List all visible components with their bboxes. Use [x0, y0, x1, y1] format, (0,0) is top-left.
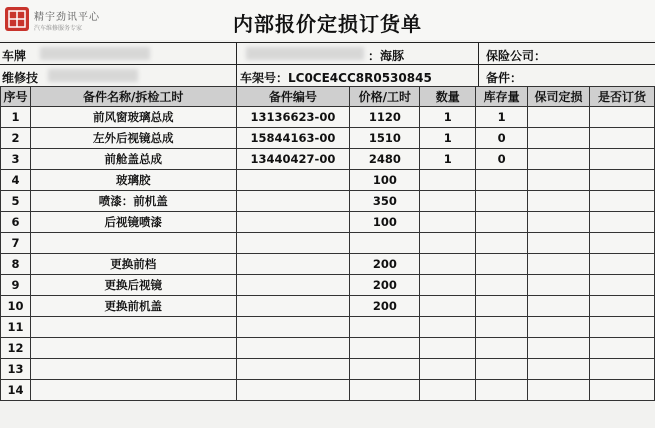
- cell-price: 1120: [350, 107, 420, 128]
- table-row: [1, 275, 655, 296]
- cell-name: 喷漆：前机盖: [30, 191, 236, 212]
- table-row: [1, 149, 655, 170]
- cell-order: [590, 212, 655, 233]
- cell-name: [30, 359, 236, 380]
- cell-order: [590, 191, 655, 212]
- cell-name: 左外后视镜总成: [30, 128, 236, 149]
- cell-assess: [528, 254, 590, 275]
- cell-stock: [476, 170, 528, 191]
- document-header: [0, 0, 655, 40]
- cell-assess: [528, 149, 590, 170]
- cell-assess: [528, 128, 590, 149]
- cell-no: 11: [1, 317, 31, 338]
- cell-price: [350, 317, 420, 338]
- cell-assess: [528, 191, 590, 212]
- brand-subtitle: 汽车维修服务专家: [34, 25, 83, 32]
- table-header-row: [1, 87, 655, 107]
- cell-stock: [476, 212, 528, 233]
- cell-no: 4: [1, 170, 31, 191]
- cell-name: 玻璃胶: [30, 170, 236, 191]
- parts-label: 备件：: [486, 71, 523, 85]
- cell-stock: 1: [476, 107, 528, 128]
- cell-no: 9: [1, 275, 31, 296]
- cell-price: 100: [350, 170, 420, 191]
- cell-order: [590, 254, 655, 275]
- table-row: [1, 128, 655, 149]
- cell-qty: [420, 317, 476, 338]
- cell-assess: [528, 317, 590, 338]
- cell-name: 更换前机盖: [30, 296, 236, 317]
- cell-order: [590, 107, 655, 128]
- table-row: [1, 317, 655, 338]
- cell-order: [590, 380, 655, 401]
- cell-price: [350, 338, 420, 359]
- cell-name: [30, 233, 236, 254]
- col-header-assess: 保司定损: [528, 87, 590, 107]
- cell-name: [30, 380, 236, 401]
- cell-no: 6: [1, 212, 31, 233]
- cell-order: [590, 338, 655, 359]
- redacted-plate: [40, 47, 150, 60]
- table-row: [1, 233, 655, 254]
- cell-no: 7: [1, 233, 31, 254]
- cell-order: [590, 317, 655, 338]
- cell-stock: 0: [476, 149, 528, 170]
- cell-price: 200: [350, 254, 420, 275]
- cell-stock: [476, 275, 528, 296]
- cell-no: 5: [1, 191, 31, 212]
- parts-table: [0, 86, 655, 401]
- col-header-stock: 库存量: [476, 87, 528, 107]
- cell-qty: 1: [420, 149, 476, 170]
- col-header-code: 备件编号: [236, 87, 350, 107]
- cell-qty: [420, 212, 476, 233]
- cell-assess: [528, 170, 590, 191]
- cell-code: [236, 170, 350, 191]
- cell-assess: [528, 212, 590, 233]
- col-header-no: 序号: [1, 87, 31, 107]
- cell-code: [236, 233, 350, 254]
- table-row: [1, 380, 655, 401]
- cell-stock: [476, 296, 528, 317]
- cell-name: [30, 338, 236, 359]
- plate-label: 车牌: [2, 49, 27, 63]
- cell-stock: [476, 233, 528, 254]
- vehicle-model: ：海豚: [368, 49, 405, 63]
- cell-name: [30, 317, 236, 338]
- cell-qty: 1: [420, 128, 476, 149]
- cell-qty: [420, 233, 476, 254]
- cell-order: [590, 128, 655, 149]
- cell-code: [236, 296, 350, 317]
- cell-code: [236, 380, 350, 401]
- cell-code: [236, 191, 350, 212]
- cell-qty: [420, 338, 476, 359]
- col-header-order: 是否订货: [590, 87, 655, 107]
- cell-assess: [528, 338, 590, 359]
- cell-code: 13440427-00: [236, 149, 350, 170]
- cell-qty: [420, 359, 476, 380]
- info-row-plate: [0, 42, 655, 65]
- cell-order: [590, 275, 655, 296]
- cell-code: [236, 275, 350, 296]
- cell-no: 10: [1, 296, 31, 317]
- cell-name: 后视镜喷漆: [30, 212, 236, 233]
- cell-code: 15844163-00: [236, 128, 350, 149]
- table-row: [1, 359, 655, 380]
- cell-no: 3: [1, 149, 31, 170]
- cell-no: 13: [1, 359, 31, 380]
- cell-stock: [476, 317, 528, 338]
- table-row: [1, 170, 655, 191]
- col-header-price: 价格/工时: [350, 87, 420, 107]
- cell-stock: [476, 359, 528, 380]
- cell-qty: [420, 254, 476, 275]
- cell-name: 前舱盖总成: [30, 149, 236, 170]
- cell-stock: 0: [476, 128, 528, 149]
- cell-no: 2: [1, 128, 31, 149]
- table-row: [1, 254, 655, 275]
- cell-qty: 1: [420, 107, 476, 128]
- table-row: [1, 296, 655, 317]
- cell-stock: [476, 380, 528, 401]
- cell-code: [236, 359, 350, 380]
- cell-price: [350, 233, 420, 254]
- table-row: [1, 338, 655, 359]
- col-header-qty: 数量: [420, 87, 476, 107]
- cell-price: 1510: [350, 128, 420, 149]
- cell-price: 200: [350, 275, 420, 296]
- cell-name: 前风窗玻璃总成: [30, 107, 236, 128]
- cell-price: [350, 359, 420, 380]
- cell-qty: [420, 170, 476, 191]
- cell-code: [236, 338, 350, 359]
- cell-order: [590, 233, 655, 254]
- cell-qty: [420, 275, 476, 296]
- brand-name: 精宇劲讯平心: [34, 12, 100, 23]
- cell-qty: [420, 191, 476, 212]
- cell-qty: [420, 380, 476, 401]
- cell-stock: [476, 254, 528, 275]
- cell-name: 更换前档: [30, 254, 236, 275]
- cell-stock: [476, 338, 528, 359]
- col-header-name: 备件名称/拆检工时: [30, 87, 236, 107]
- cell-qty: [420, 296, 476, 317]
- cell-assess: [528, 380, 590, 401]
- cell-assess: [528, 233, 590, 254]
- table-row: [1, 191, 655, 212]
- cell-order: [590, 296, 655, 317]
- cell-price: 2480: [350, 149, 420, 170]
- cell-assess: [528, 275, 590, 296]
- cell-price: 200: [350, 296, 420, 317]
- cell-price: 350: [350, 191, 420, 212]
- cell-assess: [528, 296, 590, 317]
- info-row-vin: [0, 64, 655, 87]
- cell-order: [590, 359, 655, 380]
- redacted-model: [246, 47, 364, 60]
- cell-assess: [528, 359, 590, 380]
- cell-no: 1: [1, 107, 31, 128]
- cell-price: 100: [350, 212, 420, 233]
- cell-stock: [476, 191, 528, 212]
- cell-no: 8: [1, 254, 31, 275]
- cell-code: [236, 212, 350, 233]
- cell-code: [236, 317, 350, 338]
- redacted-technician: [48, 69, 138, 82]
- cell-assess: [528, 107, 590, 128]
- vin-number: 车架号：LC0CE4CC8R0530845: [240, 71, 432, 85]
- cell-order: [590, 170, 655, 191]
- cell-code: [236, 254, 350, 275]
- cell-no: 12: [1, 338, 31, 359]
- insurer-label: 保险公司：: [486, 49, 547, 63]
- table-row: [1, 212, 655, 233]
- cell-no: 14: [1, 380, 31, 401]
- cell-name: 更换后视镜: [30, 275, 236, 296]
- page-title: 内部报价定损订货单: [233, 12, 422, 36]
- cell-price: [350, 380, 420, 401]
- cell-code: 13136623-00: [236, 107, 350, 128]
- technician-label: 维修技: [2, 71, 39, 85]
- cell-order: [590, 149, 655, 170]
- table-row: [1, 107, 655, 128]
